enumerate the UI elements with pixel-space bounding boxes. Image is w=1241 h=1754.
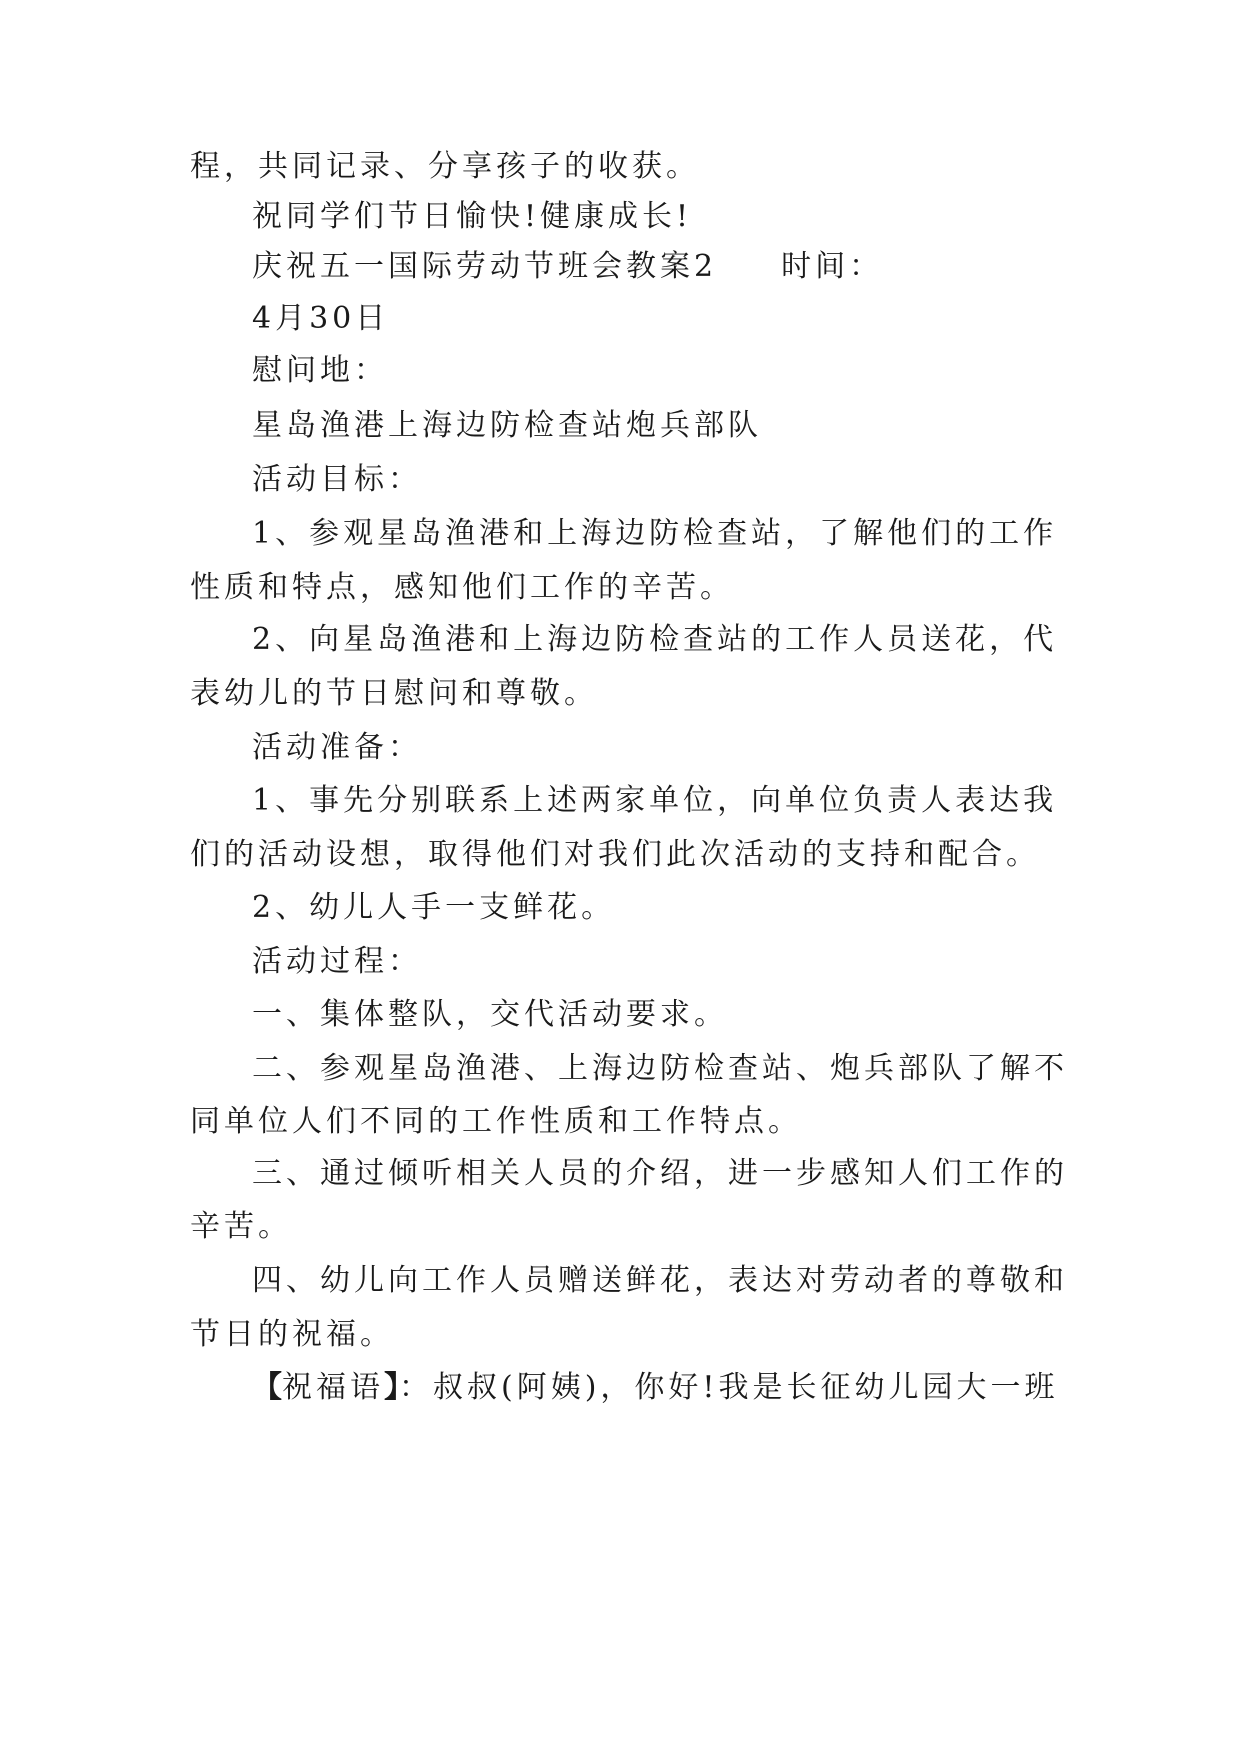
text-line: 4月30日 — [252, 301, 390, 336]
section-heading: 活动准备： — [252, 730, 422, 765]
text-line: 星岛渔港上海边防检查站炮兵部队 — [252, 408, 762, 443]
text-line: 2、向星岛渔港和上海边防检查站的工作人员送花，代 — [252, 622, 1058, 657]
text-line: 三、通过倾听相关人员的介绍，进一步感知人们工作的 — [252, 1156, 1068, 1191]
text-line: 们的活动设想，取得他们对我们此次活动的支持和配合。 — [190, 837, 1040, 872]
text-line: 程，共同记录、分享孩子的收获。 — [190, 149, 700, 184]
text-line: 慰问地： — [252, 353, 388, 388]
text-line: 节日的祝福。 — [190, 1317, 394, 1352]
bracket-close: 】 — [384, 1370, 399, 1405]
text-line: 1、参观星岛渔港和上海边防检查站，了解他们的工作 — [252, 516, 1058, 551]
section-heading: 活动过程： — [252, 944, 422, 979]
text-line — [0, 238, 1241, 296]
text-line: 同单位人们不同的工作性质和工作特点。 — [190, 1104, 802, 1139]
text-line: 祝同学们节日愉快!健康成长! — [252, 199, 693, 234]
bracket-open: 【 — [252, 1370, 282, 1405]
text-line: 1、事先分别联系上述两家单位，向单位负责人表达我 — [252, 783, 1058, 818]
time-label: 时间： — [781, 249, 884, 284]
text-line: 性质和特点，感知他们工作的辛苦。 — [190, 570, 734, 605]
text-line: 四、幼儿向工作人员赠送鲜花，表达对劳动者的尊敬和 — [252, 1263, 1068, 1298]
text-line: 二、参观星岛渔港、上海边防检查站、炮兵部队了解不 — [252, 1051, 1068, 1086]
text-line — [0, 1359, 1241, 1417]
section-heading: 活动目标： — [252, 462, 422, 497]
text-line: 表幼儿的节日慰问和尊敬。 — [190, 676, 598, 711]
blessing-text: ：叔叔(阿姨)，你好!我是长征幼儿园大一班 — [399, 1370, 1059, 1405]
text-line: 2、幼儿人手一支鲜花。 — [252, 890, 616, 925]
lesson-plan-title: 庆祝五一国际劳动节班会教案2 — [252, 249, 718, 284]
text-line: 辛苦。 — [190, 1209, 292, 1244]
blessing-label: 祝福语 — [282, 1370, 384, 1405]
text-line: 一、集体整队，交代活动要求。 — [252, 997, 728, 1032]
